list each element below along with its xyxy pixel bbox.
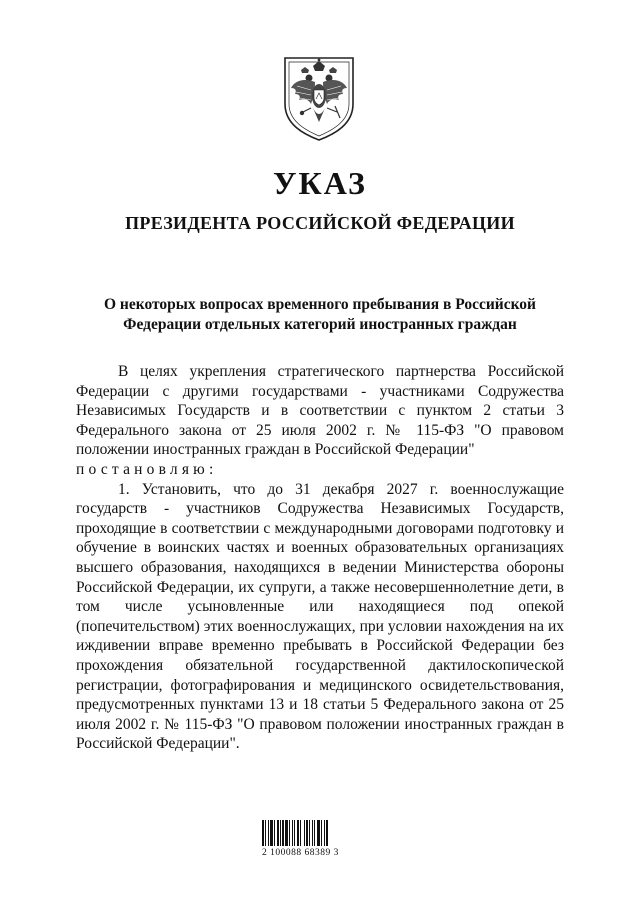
barcode-number: 2 100088 68389 3 (262, 848, 339, 858)
coat-of-arms-icon (277, 52, 361, 142)
decree-heading (60, 295, 580, 335)
barcode-bar (328, 820, 329, 846)
document-title: УКАЗ (273, 165, 367, 201)
preamble-paragraph (76, 362, 564, 480)
barcode-icon (262, 820, 372, 860)
decree-heading-line-1: О некоторых вопросах временного пребывания в Российской (104, 296, 536, 313)
preamble-text: В целях укрепления стратегического партнерства Российской Федерации с другими государствами - участниками Содружества Независимых Государств и в соответствии с пунктом 2 статьи 3 Федерального закона от 25 июля 2002 г. № 115-ФЗ "О правовом положении иностранных граждан в Российской Федерации" (76, 363, 564, 459)
paragraph-1: 1. Установить, что до 31 декабря 2027 г. военнослужащие государств - участников Содружества Независимых Государств, проходящие в соответствии с международными договорами подготовку и обучение в воинских частях и военных образовательных организациях высшего образования, находящихся в ведении Министерства обороны Российской Федерации, их супруги, а также несовершеннолетние дети, в том числе усыновленные или находящиеся под опекой (попечительством) этих военнослужащих, при условии нахождения на их иждивении вправе временно пребывать в Российской Федерации без прохождения обязательной государственной дактилоскопической регистрации, фотографирования и медицинского освидетельствования, предусмотренных пунктами 13 и 18 статьи 5 Федерального закона от 25 июля 2002 г. № 115-ФЗ "О правовом положении иностранных граждан в Российской Федерации". (76, 480, 564, 753)
decree-heading-line-2: Федерации отдельных категорий иностранных граждан (123, 316, 517, 333)
document-subtitle: ПРЕЗИДЕНТА РОССИЙСКОЙ ФЕДЕРАЦИИ (125, 213, 515, 233)
decree-body (76, 362, 564, 754)
decree-word: постановляю: (76, 460, 218, 478)
barcode-bars (262, 820, 372, 846)
